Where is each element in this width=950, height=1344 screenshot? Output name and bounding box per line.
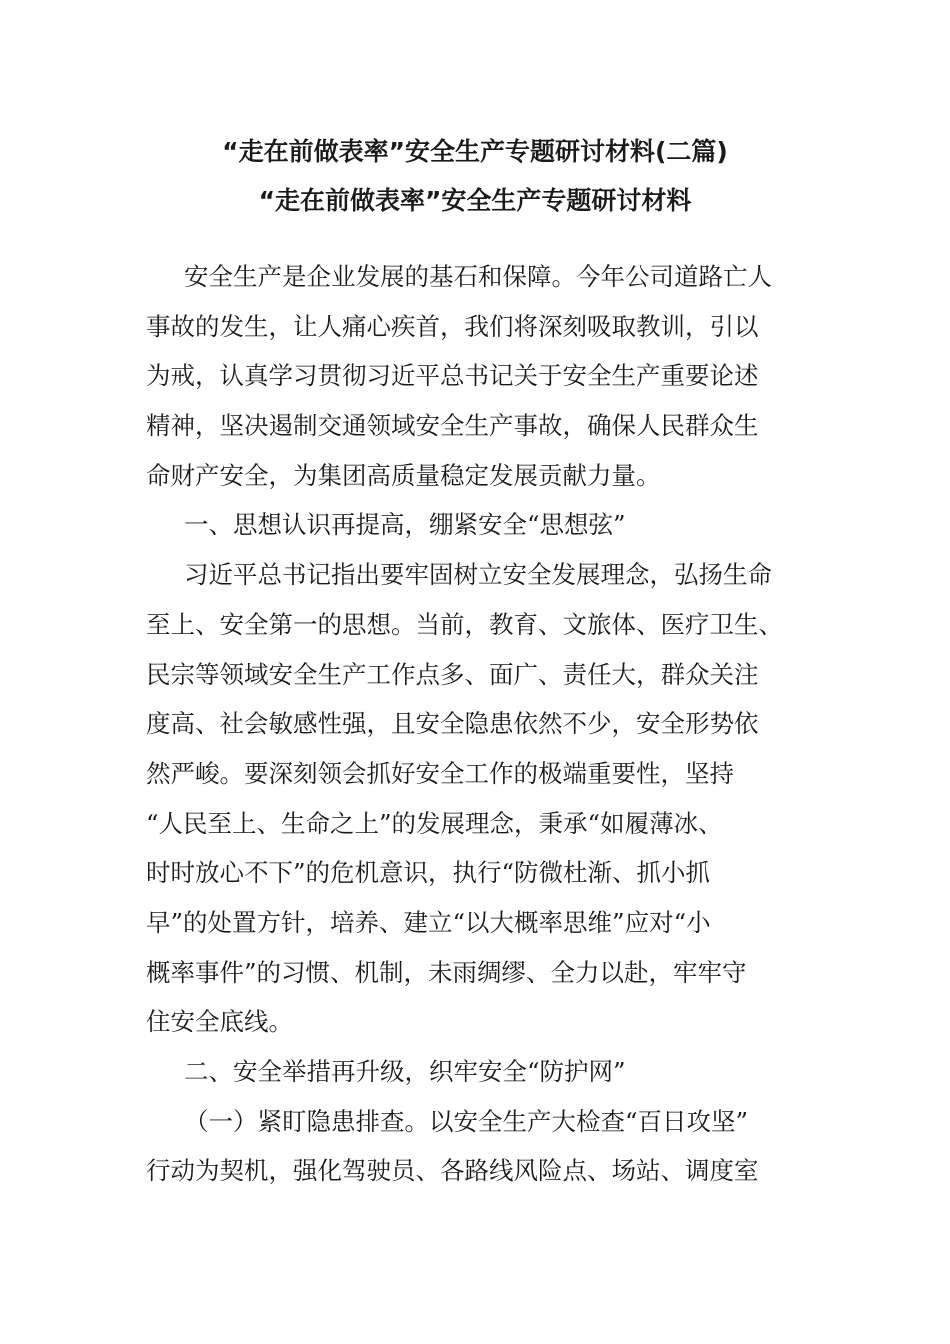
paragraph-line: 然严峻。要深刻领会抓好安全工作的极端重要性，坚持 bbox=[146, 758, 734, 788]
paragraph-line: 为戒，认真学习贯彻习近平总书记关于安全生产重要论述 bbox=[146, 361, 759, 391]
paragraph-line: 安全生产是企业发展的基石和保障。今年公司道路亡人 bbox=[184, 262, 772, 291]
paragraph-line: 度高、社会敏感性强，且安全隐患依然不少，安全形势依 bbox=[146, 709, 759, 739]
paragraph-line: 精神，坚决遏制交通领域安全生产事故，确保人民群众生 bbox=[146, 411, 759, 441]
paragraph-line: 早”的处置方针，培养、建立“以大概率思维”应对“小 bbox=[146, 907, 711, 937]
paragraph-line: “人民至上、生命之上”的发展理念，秉承“如履薄冰、 bbox=[146, 808, 723, 838]
paragraph-line: 行动为契机，强化驾驶员、各路线风险点、场站、调度室 bbox=[146, 1156, 759, 1186]
paragraph-line: 命财产安全，为集团高质量稳定发展贡献力量。 bbox=[146, 460, 661, 490]
paragraph-line: 至上、安全第一的思想。当前，教育、文旅体、医疗卫生、 bbox=[146, 609, 783, 639]
document-body bbox=[146, 252, 804, 1196]
section-heading: 二、安全举措再升级，织牢安全“防护网” bbox=[184, 1057, 626, 1086]
paragraph-line: 事故的发生，让人痛心疾首，我们将深刻吸取教训，引以 bbox=[146, 311, 759, 341]
section-heading: 一、思想认识再提高，绷紧安全“思想弦” bbox=[184, 510, 626, 540]
document-title: “走在前做表率”安全生产专题研讨材料(二篇) bbox=[222, 137, 728, 166]
paragraph-line: 民宗等领域安全生产工作点多、面广、责任大，群众关注 bbox=[146, 659, 759, 689]
paragraph-line: 概率事件”的习惯、机制，未雨绸缪、全力以赴，牢牢守 bbox=[146, 957, 747, 987]
document-subtitle: “走在前做表率”安全生产专题研讨材料 bbox=[258, 186, 692, 215]
paragraph-line: 习近平总书记指出要牢固树立安全发展理念，弘扬生命 bbox=[184, 560, 772, 590]
paragraph-line: 时时放心不下”的危机意识，执行“防微杜渐、抓小抓 bbox=[146, 858, 711, 888]
paragraph-line: 住安全底线。 bbox=[146, 1007, 293, 1037]
paragraph-line: （一）紧盯隐患排查。以安全生产大检查“百日攻坚” bbox=[184, 1106, 749, 1136]
